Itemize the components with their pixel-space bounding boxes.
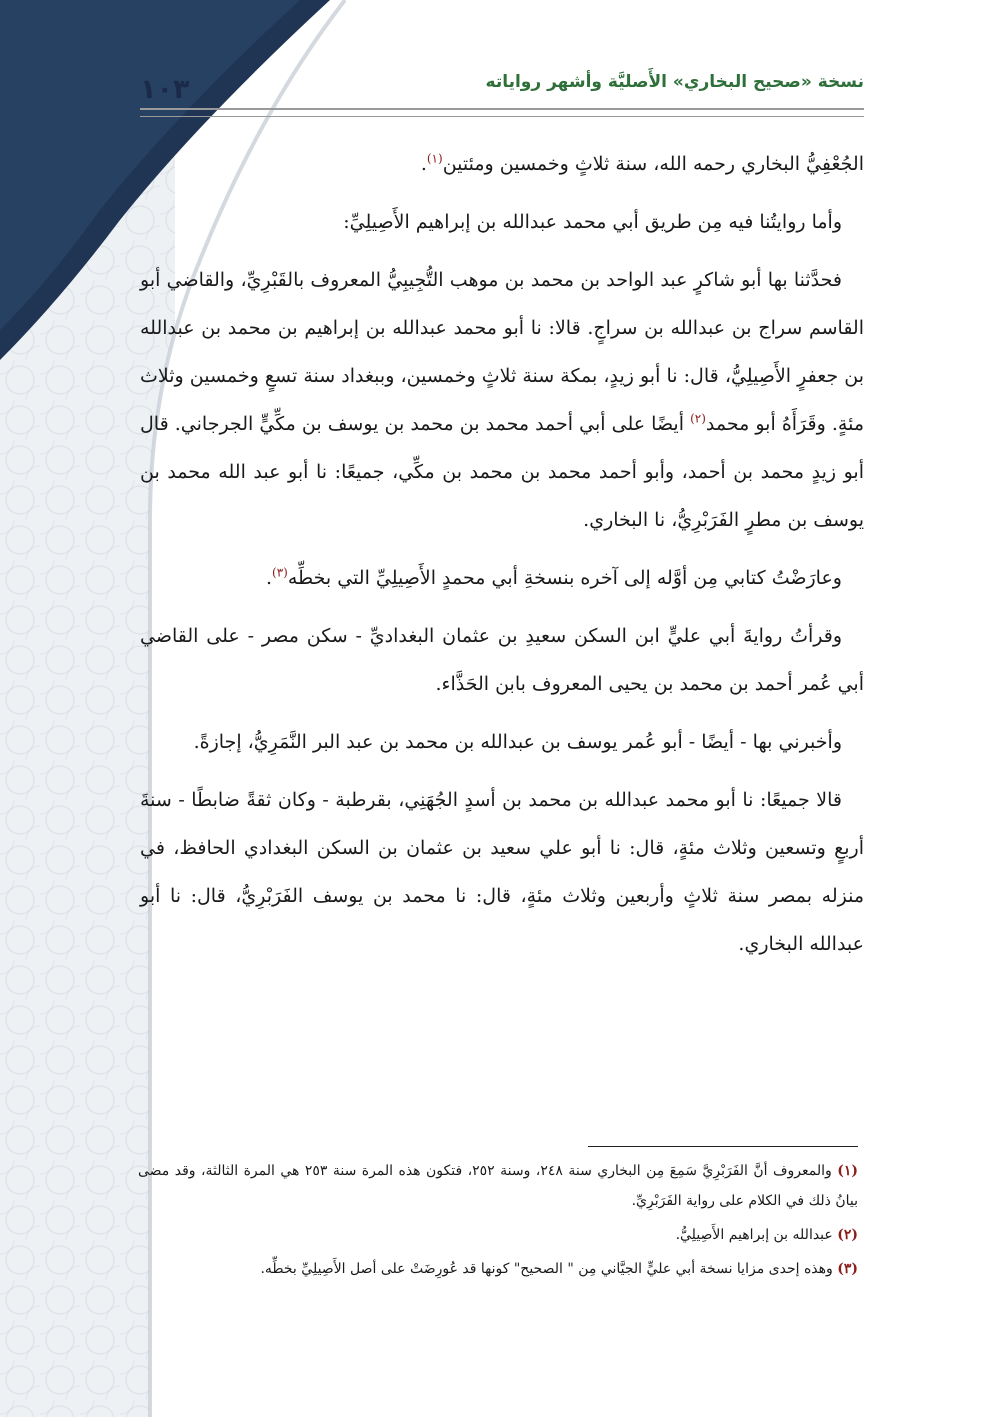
running-title: نسخة «صحيح البخاري» الأَصليَّة وأشهر رواياته bbox=[485, 72, 864, 92]
paragraph: وأخبرني بها - أيضًا - أبو عُمر يوسف بن عبدالله بن محمد بن عبد البر النَّمَرِيُّ، إجازةً. bbox=[193, 731, 842, 753]
footnote-rule bbox=[588, 1146, 858, 1147]
footnotes bbox=[138, 1156, 858, 1288]
paragraph: الجُعْفِيُّ البخاري رحمه الله، سنة ثلاثٍ وخمسين ومئتين$^{(١)}$. bbox=[420, 151, 864, 175]
paragraph: قالا جميعًا: نا أبو محمد عبدالله بن محمد بن أسدٍ الجُهَنِي، بقرطبة - وكان ثقةً ضابطًا - سنةَ أربعٍ وتسعين وثلاث مئةٍ، قال: نا أبو علي سعيد بن عثمان بن السكن البغدادي الحافظ، في منزله بمصر سنة ثلاثٍ وأربعين وثلاث مئةٍ، قال: نا محمد بن يوسف الفَرَبْرِيُّ، قال: نا أبو عبدالله البخاري. bbox=[140, 789, 864, 955]
footnote-number: (٢) bbox=[837, 1227, 858, 1243]
body-text bbox=[140, 140, 864, 978]
footnote-text: وهذه إحدى مزايا نسخة أبي عليٍّ الجيَّاني مِن " الصحيح" كونها قد عُورِضَتْ على أصل الأَصِيلِيِّ بخطِّه. bbox=[260, 1261, 833, 1277]
footnote bbox=[138, 1156, 858, 1216]
footnote bbox=[138, 1220, 858, 1250]
footnote-ref[interactable]: (١) bbox=[426, 151, 443, 166]
footnote-number: (١) bbox=[837, 1163, 858, 1179]
footnote-text: عبدالله بن إبراهيم الأَصِيلِيُّ. bbox=[675, 1227, 833, 1243]
paragraph: فحدَّثنا بها أبو شاكرٍ عبد الواحد بن محمد بن موهب التُّجِيبِيُّ المعروف بالقَبْرِيِّ، والقاضي أبو القاسم سراج بن عبدالله بن سراجٍ. قالا: نا أبو محمد عبدالله بن إبراهيم بن محمد بن عبدالله بن جعفرٍ الأَصِيلِيُّ، قال: نا أبو زيدٍ، بمكة سنة ثلاثٍ وخمسين، وببغداد سنة تسعٍ وخمسين وثلاث مئةٍ. وقَرَأَهُ أبو محمد$^{(٢)}$ أيضًا على أبي أحمد محمد بن محمد بن يوسف بن مكِّيٍّ الجرجاني. قال أبو زيدٍ محمد بن أحمد، وأبو أحمد محمد بن محمد بن مكِّي، جميعًا: نا أبو عبد الله محمد بن يوسف بن مطرٍ الفَرَبْرِيُّ، نا البخاري. bbox=[140, 269, 864, 531]
paragraph: وأما روايتُنا فيه مِن طريق أبي محمد عبدالله بن إبراهيم الأَصِيلِيِّ: bbox=[343, 211, 842, 233]
paragraph: وقرأتُ روايةَ أبي عليٍّ ابن السكن سعيدِ بن عثمان البغداديِّ - سكن مصر - على القاضي أبي عُمر أحمد بن محمد بن يحيى المعروف بابن الحَذَّاء. bbox=[140, 625, 864, 695]
footnote bbox=[138, 1254, 858, 1284]
footnote-ref[interactable]: (٢) bbox=[690, 411, 706, 426]
footnote-ref[interactable]: (٣) bbox=[272, 565, 288, 580]
page-header bbox=[140, 66, 864, 106]
header-rule bbox=[140, 108, 864, 117]
footnote-text: والمعروف أنَّ الفَرَبْرِيَّ سَمِعَ مِن البخاري سنة ٢٤٨، وسنة ٢٥٢، فتكون هذه المرة سنة ٢٥٣ هي المرة الثالثة، وقد مضى بيانُ ذلك في الكلام على رواية الفَرَبْرِيِّ. bbox=[138, 1163, 858, 1209]
paragraph: وعارَضْتُ كتابي مِن أوَّله إلى آخره بنسخةِ أبي محمدٍ الأَصِيلِيِّ التي بخطِّه$^{(٣)}$. bbox=[265, 565, 842, 589]
footnote-number: (٣) bbox=[837, 1261, 858, 1277]
page-number: ١٠٣ bbox=[140, 74, 190, 105]
